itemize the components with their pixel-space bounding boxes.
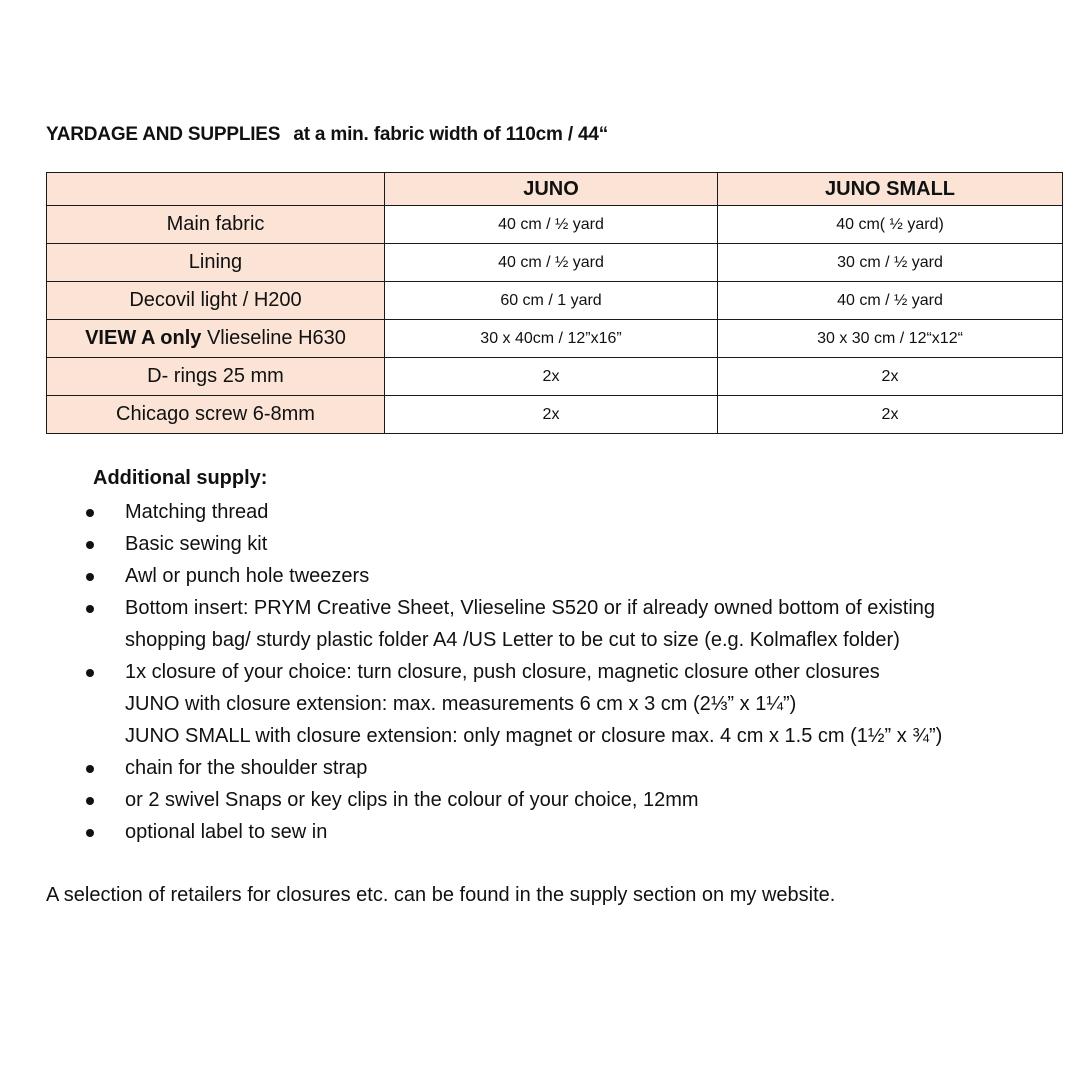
- footer-note: A selection of retailers for closures etc. can be found in the supply section on my website.: [46, 884, 836, 906]
- bullet-icon: [86, 829, 94, 837]
- row-label-text: Lining: [188, 251, 243, 273]
- cell-juno: 60 cm / 1 yard: [385, 282, 718, 320]
- list-item-text: or 2 swivel Snaps or key clips in the colour of your choice, 12mm: [125, 789, 699, 811]
- cell-juno-small: 40 cm( ½ yard): [718, 206, 1063, 244]
- cell-juno-small: 40 cm / ½ yard: [718, 282, 1063, 320]
- row-label-text: D- rings 25 mm: [147, 365, 284, 387]
- cell-juno: 40 cm / ½ yard: [385, 206, 718, 244]
- cell-juno: 40 cm / ½ yard: [385, 244, 718, 282]
- list-item: [0, 752, 1080, 784]
- row-label: [47, 320, 385, 358]
- bullet-icon: [86, 765, 94, 773]
- list-item-text: Basic sewing kit: [125, 533, 268, 555]
- table-row: [47, 244, 1063, 282]
- table-row: [47, 206, 1063, 244]
- list-item-text: optional label to sew in: [125, 821, 328, 843]
- list-item-text: Bottom insert: PRYM Creative Sheet, Vlieseline S520 or if already owned bottom of existing: [125, 597, 936, 619]
- bullet-icon: [86, 509, 94, 517]
- table-header-row: [47, 173, 1063, 206]
- additional-supply-title: Additional supply:: [93, 467, 268, 489]
- header-juno-small: JUNO SMALL: [718, 173, 1063, 206]
- row-label: [47, 244, 385, 282]
- list-item: [0, 592, 1080, 656]
- page-title: [46, 124, 608, 146]
- bullet-icon: [86, 605, 94, 613]
- list-item-text: JUNO SMALL with closure extension: only magnet or closure max. 4 cm x 1.5 cm (1½” x ¾”): [125, 725, 943, 747]
- header-juno: JUNO: [385, 173, 718, 206]
- list-item: [0, 816, 1080, 848]
- header-blank: [47, 173, 385, 206]
- list-item-text: shopping bag/ sturdy plastic folder A4 /US Letter to be cut to size (e.g. Kolmaflex folder): [125, 629, 900, 651]
- bullet-icon: [86, 573, 94, 581]
- list-item-text: 1x closure of your choice: turn closure, push closure, magnetic closure other closures: [125, 661, 880, 683]
- cell-juno: 30 x 40cm / 12”x16”: [385, 320, 718, 358]
- supplies-table: [46, 172, 1063, 434]
- cell-juno-small: 30 x 30 cm / 12“x12“: [718, 320, 1063, 358]
- title-main: YARDAGE AND SUPPLIES: [46, 124, 281, 145]
- cell-juno-small: 2x: [718, 358, 1063, 396]
- list-item-text: Matching thread: [125, 501, 269, 523]
- cell-juno: 2x: [385, 358, 718, 396]
- table-row: [47, 358, 1063, 396]
- list-item-text: JUNO with closure extension: max. measurements 6 cm x 3 cm (2⅓” x 1¼”): [125, 693, 797, 715]
- table-row: [47, 320, 1063, 358]
- bullet-icon: [86, 541, 94, 549]
- row-label-text: Main fabric: [166, 213, 265, 235]
- bullet-icon: [86, 797, 94, 805]
- table-row: [47, 396, 1063, 434]
- cell-juno-small: 2x: [718, 396, 1063, 434]
- list-item-text: chain for the shoulder strap: [125, 757, 368, 779]
- bullet-icon: [86, 669, 94, 677]
- row-label: [47, 396, 385, 434]
- list-item: [0, 656, 1080, 752]
- list-item: [0, 528, 1080, 560]
- list-item: [0, 784, 1080, 816]
- row-label-text: Chicago screw 6-8mm: [116, 403, 315, 425]
- title-subtitle: at a min. fabric width of 110cm / 44“: [293, 124, 609, 145]
- cell-juno-small: 30 cm / ½ yard: [718, 244, 1063, 282]
- cell-juno: 2x: [385, 396, 718, 434]
- row-label-bold: VIEW A only: [85, 327, 202, 349]
- row-label: [47, 282, 385, 320]
- row-label: [47, 206, 385, 244]
- list-item: [0, 496, 1080, 528]
- row-label-text: Decovil light / H200: [129, 289, 302, 311]
- row-label-text: Vlieseline H630: [201, 327, 346, 349]
- row-label: [47, 358, 385, 396]
- list-item-text: Awl or punch hole tweezers: [125, 565, 370, 587]
- table-row: [47, 282, 1063, 320]
- list-item: [0, 560, 1080, 592]
- additional-supply-list: [0, 496, 1080, 848]
